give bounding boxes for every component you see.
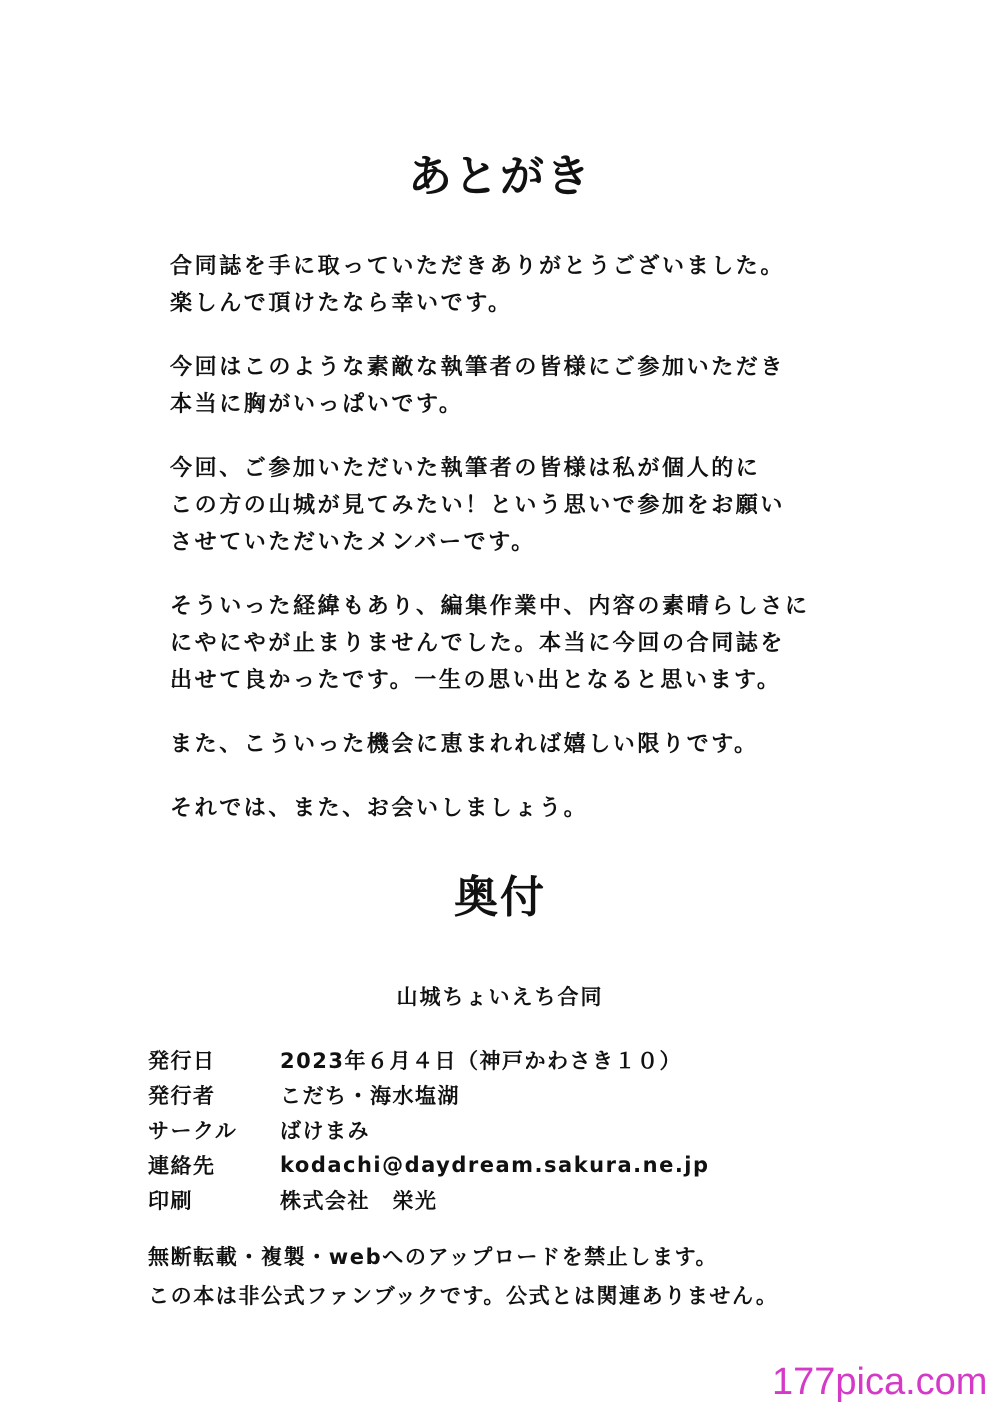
afterword-line: 本当に胸がいっぱいです。: [170, 392, 464, 417]
afterword-line: 楽しんで頂けたなら幸いです。: [170, 291, 513, 316]
site-watermark: 177pica.com: [772, 1361, 988, 1403]
afterword-line: この方の山城が見てみたい！という思いで参加をお願い: [170, 493, 786, 518]
afterword-line: そういった経緯もあり、編集作業中、内容の素晴らしさに: [170, 594, 810, 619]
colophon-value: ばけまみ: [280, 1118, 370, 1143]
colophon-row-printer: [148, 1182, 848, 1217]
afterword-paragraph: [170, 450, 850, 561]
colophon-row-circle: [148, 1112, 848, 1147]
colophon-label: 発行者: [148, 1083, 216, 1108]
afterword-line: また、こういった機会に恵まれれば嬉しい限りです。: [170, 732, 759, 757]
colophon-row-publisher: [148, 1077, 848, 1112]
afterword-line: にやにやが止まりませんでした。本当に今回の合同誌を: [170, 631, 786, 656]
colophon-value: 2023年６月４日（神戸かわさき１０）: [280, 1048, 682, 1073]
colophon-value: 株式会社 栄光: [280, 1188, 438, 1213]
afterword-line: 合同誌を手に取っていただきありがとうございました。: [170, 254, 786, 279]
colophon-heading: 奥付: [454, 872, 546, 923]
afterword-line: 出せて良かったです。一生の思い出となると思います。: [170, 668, 782, 693]
colophon-value: こだち・海水塩湖: [280, 1083, 460, 1108]
afterword-paragraph: [170, 349, 850, 423]
book-title: 山城ちょいえち合同: [396, 985, 604, 1009]
colophon-label: 連絡先: [148, 1153, 216, 1178]
colophon-label: 発行日: [148, 1048, 216, 1073]
colophon-label: サークル: [148, 1118, 238, 1143]
notice-line: この本は非公式ファンブックです。公式とは関連ありません。: [148, 1284, 779, 1308]
afterword-heading: あとがき: [408, 151, 592, 202]
afterword-line: それでは、また、お会いしましょう。: [170, 796, 589, 821]
colophon-value: kodachi@daydream.sakura.ne.jp: [280, 1152, 710, 1177]
afterword-paragraph: [170, 790, 850, 827]
legal-notices: [148, 1238, 908, 1316]
afterword-body: [170, 248, 850, 854]
afterword-paragraph: [170, 588, 850, 699]
afterword-line: 今回、ご参加いただいた執筆者の皆様は私が個人的に: [170, 456, 761, 481]
afterword-line: させていただいたメンバーです。: [170, 530, 536, 555]
colophon-table: [148, 1042, 848, 1217]
colophon-row-publish-date: [148, 1042, 848, 1077]
colophon-row-contact: [148, 1147, 848, 1182]
notice-line: 無断転載・複製・webへのアップロードを禁止します。: [148, 1245, 719, 1269]
afterword-paragraph: [170, 726, 850, 763]
colophon-label: 印刷: [148, 1188, 193, 1213]
afterword-line: 今回はこのような素敵な執筆者の皆様にご参加いただき: [170, 355, 786, 380]
afterword-paragraph: [170, 248, 850, 322]
